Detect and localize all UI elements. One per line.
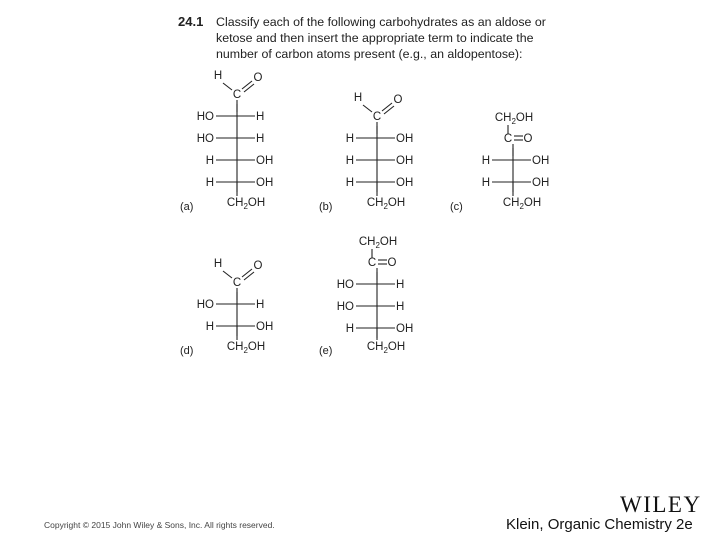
- right-substituent: H: [256, 111, 265, 123]
- aldehyde-h: H: [213, 70, 223, 82]
- right-substituent: OH: [256, 155, 274, 167]
- double-bond-b: [244, 272, 254, 280]
- ch2oh-bottom: $CH_2OH$: [502, 197, 542, 211]
- aldehyde-h: H: [213, 258, 223, 270]
- left-substituent: H: [205, 177, 214, 189]
- ch2oh-bottom: $CH_2OH$: [366, 341, 406, 355]
- carbonyl-oxygen: O: [253, 260, 263, 272]
- structure-label: (c): [450, 201, 463, 213]
- ch2oh-bottom: $CH_2OH$: [226, 341, 266, 355]
- bond-h: [223, 271, 232, 278]
- carbonyl-carbon: C: [232, 89, 242, 101]
- ch2oh-bottom: $CH_2OH$: [366, 197, 406, 211]
- carbonyl-oxygen: O: [523, 133, 533, 145]
- right-substituent: OH: [256, 321, 274, 333]
- double-bond-a: [242, 269, 252, 277]
- double-bond-a: [242, 81, 252, 89]
- left-substituent: HO: [196, 299, 214, 311]
- structure-label: (a): [180, 201, 194, 213]
- double-bond-b: [384, 106, 394, 114]
- carbonyl-carbon: C: [372, 111, 382, 123]
- right-substituent: OH: [396, 177, 414, 189]
- carbonyl-oxygen: O: [393, 94, 403, 106]
- double-bond-a: [382, 103, 392, 111]
- left-substituent: H: [481, 177, 490, 189]
- bond-h: [363, 105, 372, 112]
- ch2oh-top: $CH_2OH$: [358, 236, 398, 250]
- aldehyde-h: H: [353, 92, 363, 104]
- carbonyl-oxygen: O: [253, 72, 263, 84]
- right-substituent: H: [396, 279, 405, 291]
- right-substituent: H: [256, 299, 265, 311]
- left-substituent: H: [345, 155, 354, 167]
- right-substituent: OH: [396, 133, 414, 145]
- left-substituent: H: [205, 321, 214, 333]
- right-substituent: OH: [396, 323, 414, 335]
- ch2oh-bottom: $CH_2OH$: [226, 197, 266, 211]
- wiley-logo: WILEY: [620, 492, 702, 517]
- right-substituent: OH: [396, 155, 414, 167]
- right-substituent: OH: [532, 177, 550, 189]
- problem-statement: Classify each of the following carbohydrates as an aldose or ketose and then insert the appropriate term to indicate the number of carbon atoms present (e.g., an aldopentose):: [216, 15, 546, 61]
- left-substituent: HO: [196, 111, 214, 123]
- double-bond-b: [244, 84, 254, 92]
- left-substituent: H: [345, 133, 354, 145]
- right-substituent: OH: [532, 155, 550, 167]
- ch2oh-top: $CH_2OH$: [494, 112, 534, 126]
- copyright-notice: Copyright © 2015 John Wiley & Sons, Inc. All rights reserved.: [44, 520, 275, 530]
- bond-h: [223, 83, 232, 90]
- structure-d: [180, 258, 273, 357]
- carbonyl-carbon: C: [232, 277, 242, 289]
- left-substituent: HO: [196, 133, 214, 145]
- structure-label: (e): [319, 345, 333, 357]
- problem-number: 24.1: [178, 14, 204, 29]
- book-citation: Klein, Organic Chemistry 2e: [506, 516, 693, 533]
- structure-c: [450, 112, 549, 213]
- left-substituent: H: [345, 323, 354, 335]
- structure-label: (b): [319, 201, 333, 213]
- structure-a: [180, 70, 273, 213]
- left-substituent: H: [345, 177, 354, 189]
- left-substituent: HO: [336, 279, 354, 291]
- carbonyl-carbon: C: [367, 257, 377, 269]
- right-substituent: H: [396, 301, 405, 313]
- right-substituent: H: [256, 133, 265, 145]
- carbonyl-oxygen: O: [387, 257, 397, 269]
- structure-label: (d): [180, 345, 194, 357]
- left-substituent: H: [205, 155, 214, 167]
- structure-b: [319, 92, 413, 213]
- left-substituent: HO: [336, 301, 354, 313]
- carbonyl-carbon: C: [503, 133, 513, 145]
- structure-e: [319, 236, 413, 357]
- right-substituent: OH: [256, 177, 274, 189]
- left-substituent: H: [481, 155, 490, 167]
